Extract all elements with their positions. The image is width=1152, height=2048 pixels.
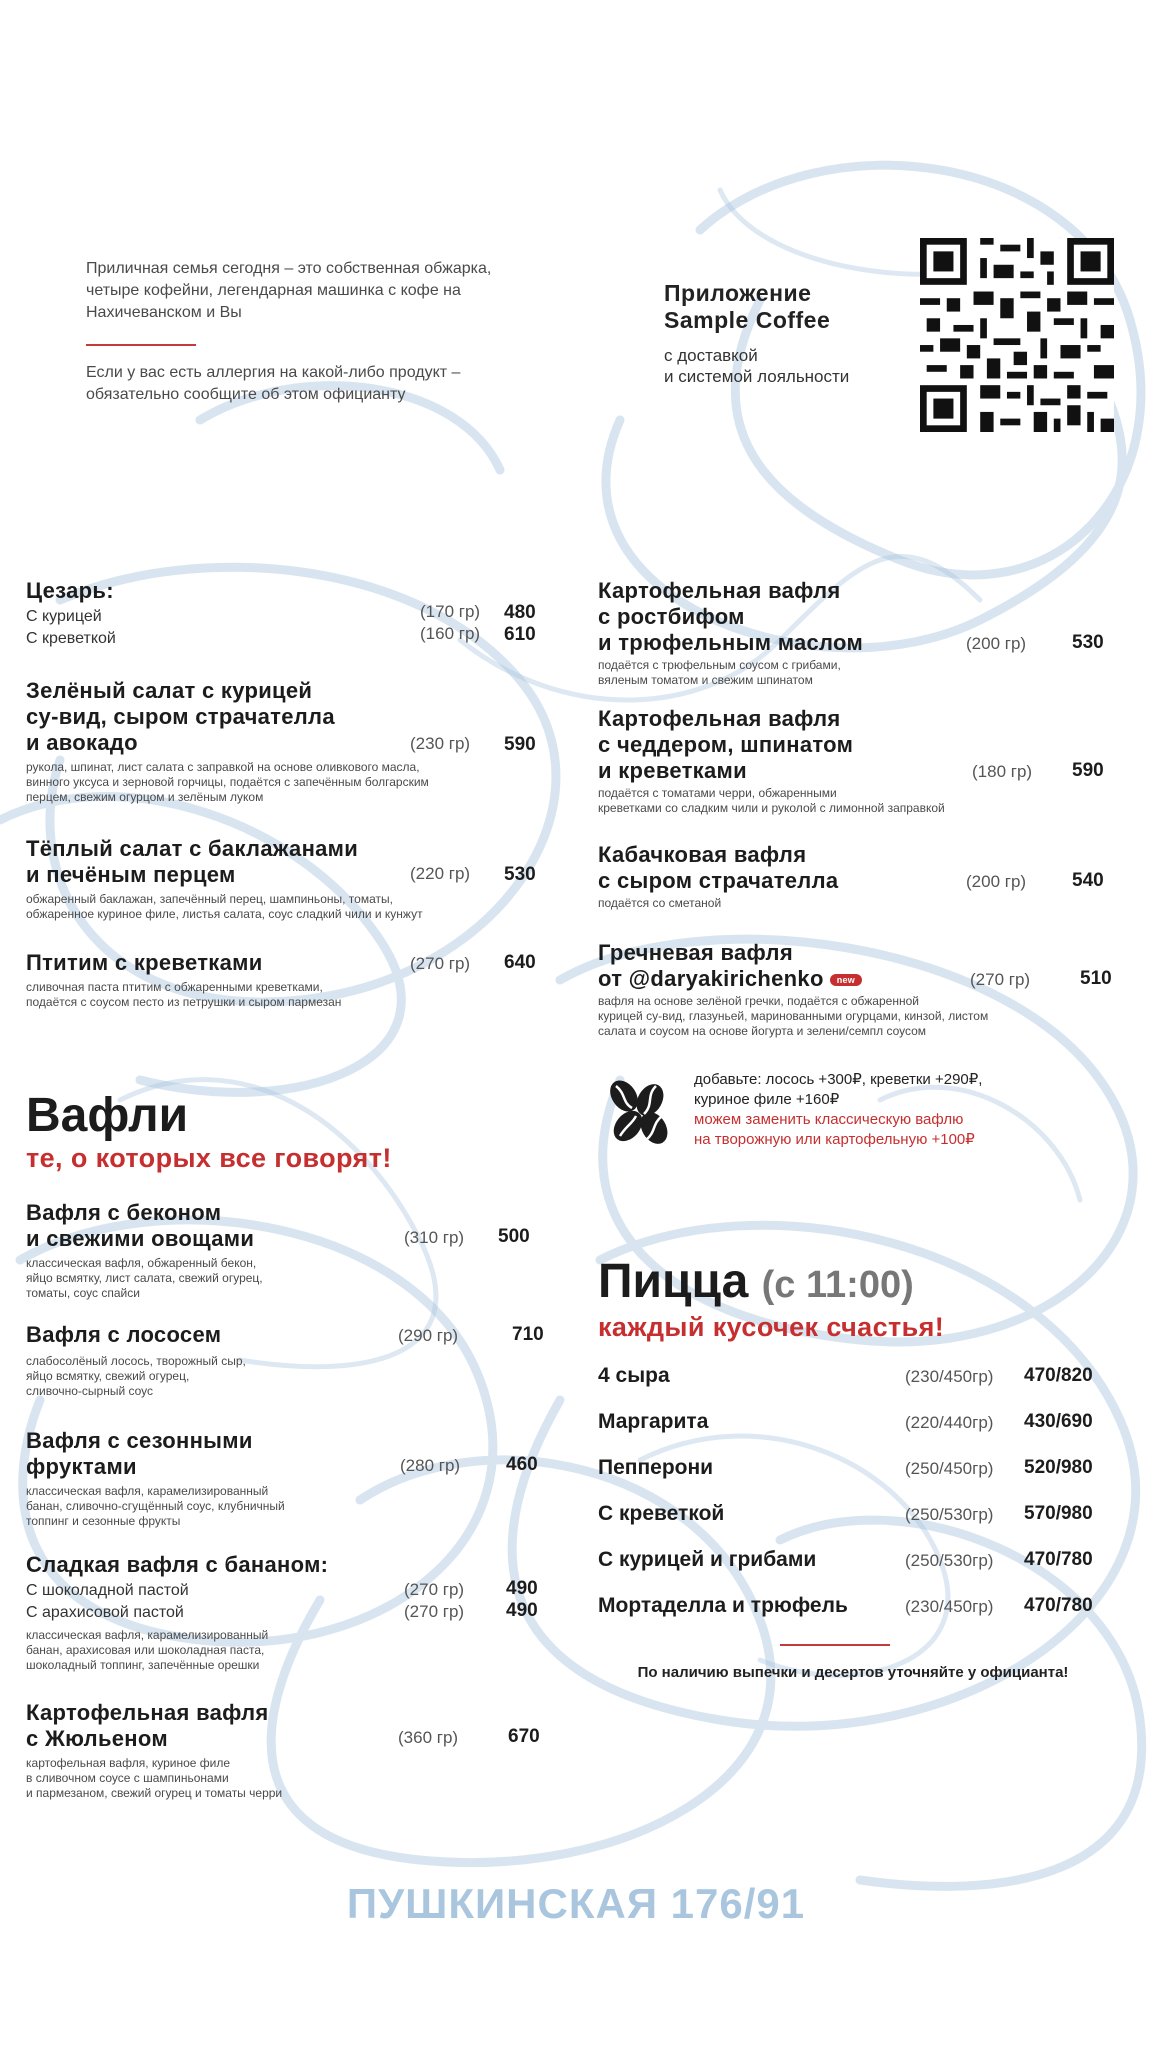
waffle-buckwheat-item: Гречневая вафля от @daryakirichenko new (270 гр) 510 вафля на основе зелёной гречки, подаётся с обжаренной курицей су-вид, глазуньей, маринованными огурцами, кинзой, листом салата и соусом на основе йогурта и зелени/семпл соусом [598,940,1112,1038]
allergy-note: Если у вас есть аллергия на какой-либо продукт – обязательно сообщите об этом официанту [86,364,461,403]
pizza-subtitle: каждый кусочек счастья! [598,1312,945,1342]
pizza-divider [780,1644,890,1646]
waffles-heading [26,1090,392,1174]
pastry-note: По наличию выпечки и десертов уточняйте у официанта! [637,1664,1069,1681]
intro-divider [86,344,196,346]
intro-block [86,258,556,406]
intro-text: Приличная семья сегодня – это собственная обжарка, четыре кофейни, легендарная машинка с кофе на Нахичеванском и Вы [86,260,492,321]
warm-salad-item: Тёплый салат с баклажанами и печёным перцем (220 гр) 530 обжаренный баклажан, запечённый перец, шампиньоны, томаты, обжаренное куриное филе, листья салата, соус сладкий чили и кунжут [26,836,536,921]
addons-block: добавьте: лосось +300₽, креветки +290₽, куриное филе +160₽ можем заменить классическую вафлю на творожную или картофельную +100₽ [694,1071,983,1148]
waffle-bacon-item: Вафля с беконом и свежими овощами (310 гр) 500 классическая вафля, обжаренный бекон, яйцо всмятку, лист салата, свежий огурец, томаты, соус спайси [26,1200,530,1300]
waffle-banana-item: Сладкая вафля с бананом: С шоколадной пастой С арахисовой пастой (270 гр) 490 (270 гр) 490 классическая вафля, карамелизированный банан, арахисовая или шоколадная паста, шоколадный топпинг, запечённые орешки [26,1552,538,1672]
app-promo-title: Приложение Sample Coffee [664,280,831,333]
caesar-item: Цезарь: С курицей С креветкой (170 гр) 480 (160 гр) 610 [26,578,536,647]
green-salad-item: Зелёный салат с курицей су-вид, сыром страчателла и авокадо (230 гр) 590 рукола, шпинат, лист салата с заправкой на основе оливкового масла, винного уксуса и зерновой горчицы, подаётся с запечённым болгарским перцем, свежим огурцом и зелёным луком [26,678,536,804]
pizza-time: (с 11:00) [761,1264,914,1306]
new-badge: new [830,974,862,986]
ptitim-item: Птитим с креветками (270 гр) 640 сливочная паста птитим с обжаренными креветками, подаётся с соусом песто из петрушки и сыром пармезан [26,950,536,1009]
pizza-heading [598,1256,944,1343]
waffle-julienne-item: Картофельная вафля с Жюльеном (360 гр) 670 картофельная вафля, куриное филе в сливочном соусе с шампиньонами и пармезаном, свежий огурец и томаты черри [26,1700,540,1800]
app-promo-subtitle: с доставкой и системой лояльности [664,346,850,386]
waffle-salmon-item: Вафля с лососем (290 гр) 710 слабосолёный лосось, творожный сыр, яйцо всмятку, свежий огурец, сливочно-сырный соус [26,1322,544,1398]
waffles-title: Вафли [26,1089,189,1142]
waffle-cheddar-item: Картофельная вафля с чеддером, шпинатом и креветками (180 гр) 590 подаётся с томатами черри, обжаренными креветками со сладким чили и руколой с лимонной заправкой [598,706,1104,815]
pizza-title: Пицца [598,1255,749,1308]
qr-code-icon[interactable] [920,238,1114,432]
waffle-seasonal-item: Вафля с сезонными фруктами (280 гр) 460 классическая вафля, карамелизированный банан, сливочно-сгущённый соус, клубничный топпинг и сезонные фрукты [26,1428,538,1528]
coffee-beans-icon [604,1076,674,1146]
waffle-roastbeef-item: Картофельная вафля с ростбифом и трюфельным маслом (200 гр) 530 подаётся с трюфельным соусом с грибами, вяленым томатом и свежим шпинатом [598,578,1104,687]
address-footer: ПУШКИНСКАЯ 176/91 [346,1880,806,1927]
waffle-zucchini-item: Кабачковая вафля с сыром страчателла (200 гр) 540 подаётся со сметаной [598,842,1104,910]
waffles-subtitle: те, о которых все говорят! [26,1143,392,1173]
